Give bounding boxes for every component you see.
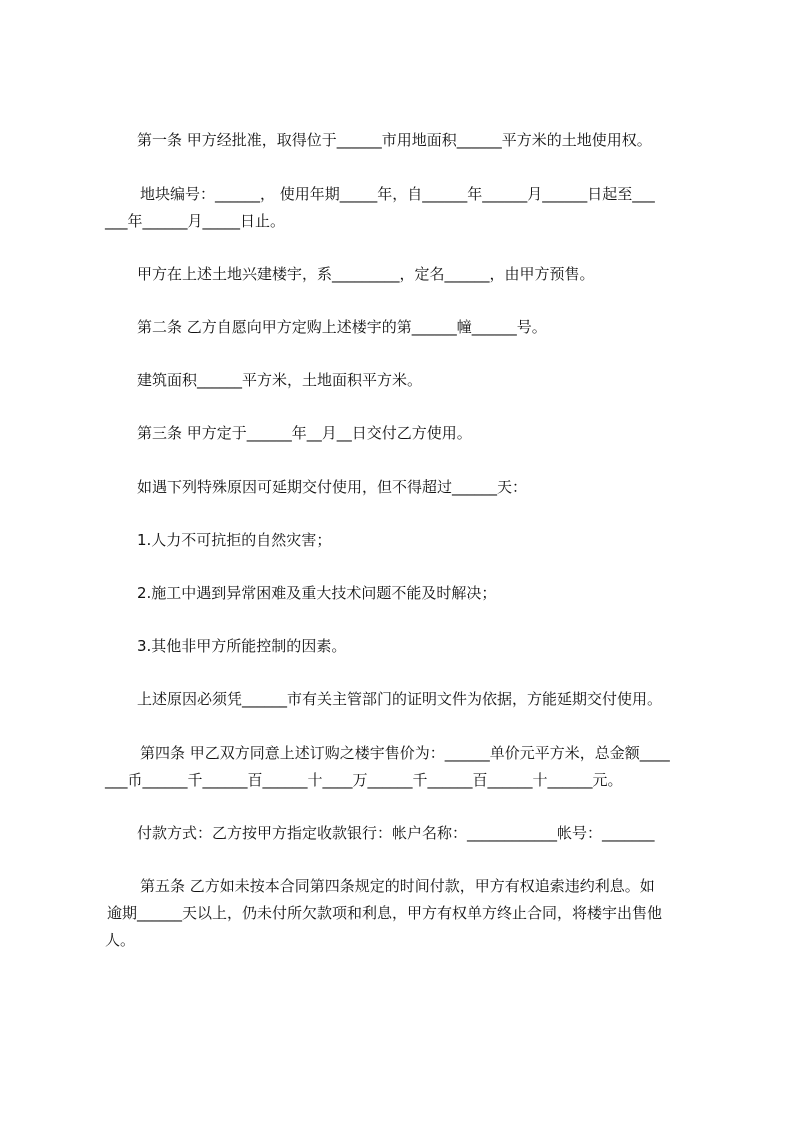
article-5-line-3: 人。	[105, 931, 136, 949]
delay-evidence-paragraph: 上述原因必须凭______市有关主管部门的证明文件为依据，方能延期交付使用。	[137, 690, 663, 708]
delay-reason-1: 1.人力不可抗拒的自然灾害；	[137, 531, 332, 549]
article-1-paragraph: 第一条 甲方经批准，取得位于______市用地面积______平方米的土地使用权。	[137, 131, 652, 149]
payment-method-paragraph: 付款方式：乙方按甲方指定收款银行：帐户名称：____________帐号：_______	[137, 824, 655, 842]
article-1-plot-line-1: 地块编号：______， 使用年期_____年，自______年______月______日起至___	[140, 185, 655, 203]
delay-reason-2: 2.施工中遇到异常困难及重大技术问题不能及时解决；	[137, 584, 497, 602]
article-3-paragraph: 第三条 甲方定于______年__月__日交付乙方使用。	[137, 424, 472, 442]
article-1-building-paragraph: 甲方在上述土地兴建楼宇，系_________，定名______，由甲方预售。	[137, 265, 595, 283]
article-5-line-2: 逾期______天以上，仍未付所欠款项和利息，甲方有权单方终止合同，将楼宇出售他	[107, 904, 663, 922]
article-5-line-1: 第五条 乙方如未按本合同第四条规定的时间付款，甲方有权追索违约利息。如	[140, 877, 655, 895]
article-4-line-1: 第四条 甲乙双方同意上述订购之楼宇售价为：______单价元平方米，总金额____	[140, 744, 670, 762]
article-2-area-paragraph: 建筑面积______平方米，土地面积平方米。	[137, 371, 423, 389]
article-3-delay-paragraph: 如遇下列特殊原因可延期交付使用，但不得超过______天：	[137, 478, 528, 496]
delay-reason-3: 3.其他非甲方所能控制的因素。	[137, 637, 347, 655]
article-1-plot-line-2: ___年______月_____日止。	[105, 212, 286, 230]
article-4-line-2: ___币______千______百______十____万______千______百______十______元。	[105, 771, 623, 789]
article-2-paragraph: 第二条 乙方自愿向甲方定购上述楼宇的第______幢______号。	[137, 318, 547, 336]
